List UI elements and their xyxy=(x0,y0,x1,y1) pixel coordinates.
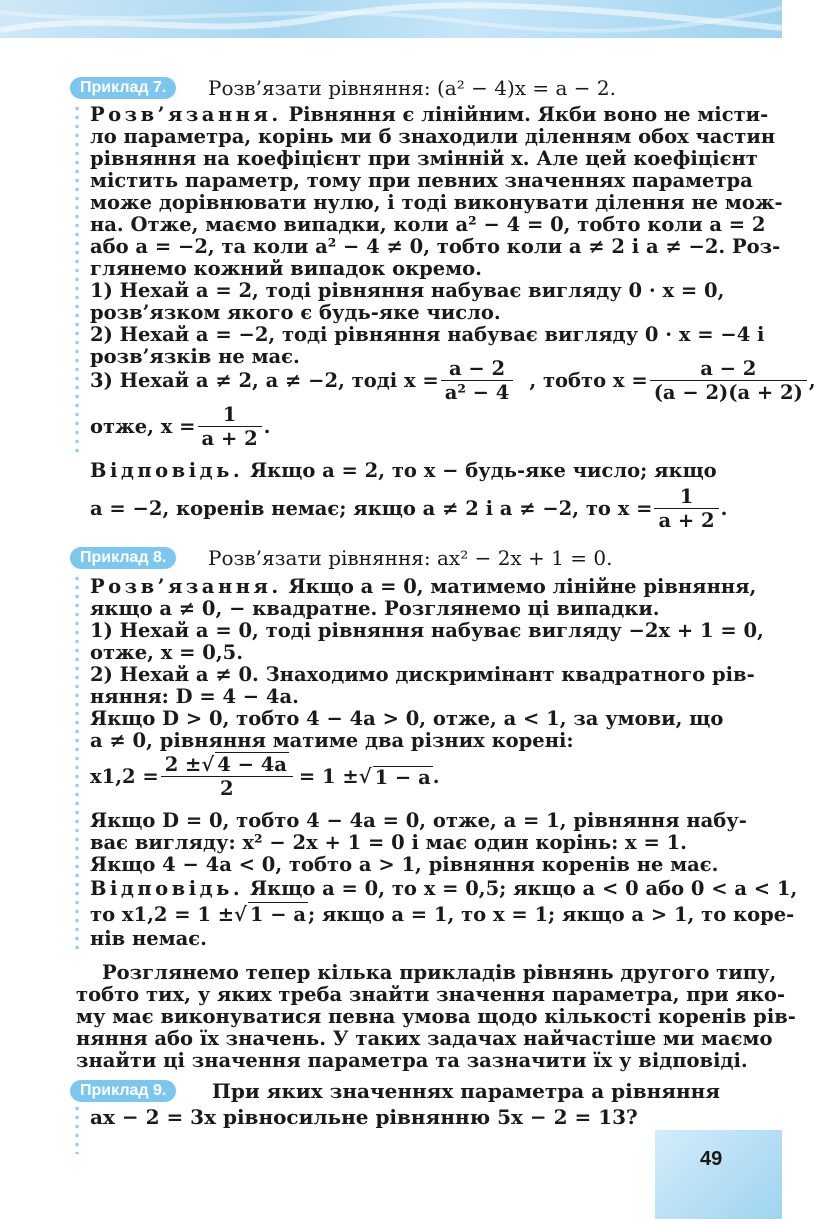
ex7-frac2-numerator: a − 2 xyxy=(700,356,757,380)
ex7-case3-formula xyxy=(90,356,816,406)
ex8-answer-line-1 xyxy=(90,877,798,900)
ex7-case3-middle: , тобто x = xyxy=(529,369,648,392)
paragraph-line-3: му має виконуватися певна умова щодо кількості коренів рів- xyxy=(76,1005,796,1028)
ex8-roots-lhs: x1,2 = xyxy=(90,765,159,788)
ex8-line-10: ває вигляду: x² − 2x + 1 = 0 і має один корінь: x = 1. xyxy=(90,831,687,854)
ex7-answer-text-2: a = −2, коренів немає; якщо a ≠ 2 і a ≠ −2, то x = xyxy=(90,497,653,520)
ex7-solution-line-3: рівняння на коефіцієнт при змінній x. Але цей коефіцієнт xyxy=(90,147,758,170)
example7-badge: Приклад 7. xyxy=(70,77,176,99)
paragraph-line-2: тобто тих, у яких треба знайти значення параметра, при яко- xyxy=(76,983,786,1006)
ex8-roots-denominator: 2 xyxy=(161,776,293,801)
answer-label: Відповідь. xyxy=(90,877,244,900)
ex7-case1-line-2: розв’язком якого є будь-яке число. xyxy=(90,301,501,324)
sqrt-sign: √ xyxy=(358,765,372,788)
ex8-answer-text: Якщо a = 0, то x = 0,5; якщо a < 0 або 0 < a < 1, xyxy=(249,877,798,900)
ex7-solution-line-2: ло параметра, корінь ми б знаходили діленням обох частин xyxy=(90,125,776,148)
ex8-answer-radicand: 1 − a xyxy=(249,903,306,926)
ex7-answer-fraction xyxy=(654,486,718,533)
ex8-line-3: 1) Нехай a = 0, тоді рівняння набуває вигляду −2x + 1 = 0, xyxy=(90,619,764,642)
ex7-solution-line-4: містить параметр, тому при певних значеннях параметра xyxy=(90,169,753,192)
ex8-line-5: 2) Нехай a ≠ 0. Знаходимо дискримінант квадратного рів- xyxy=(90,663,755,686)
ex7-frac1-denominator: a² − 4 xyxy=(441,380,514,405)
ex8-answer-post: ; якщо a = 1, то x = 1; якщо a > 1, то коре- xyxy=(308,903,795,926)
ex7-answer-numerator: 1 xyxy=(679,484,694,508)
ex8-line-11: Якщо 4 − 4a < 0, тобто a > 1, рівняння коренів не має. xyxy=(90,853,719,876)
sqrt-sign: √ xyxy=(201,752,215,776)
ex8-answer-pre: то x1,2 = 1 ± xyxy=(90,903,235,926)
answer-label: Відповідь. xyxy=(90,459,244,482)
ex8-roots-num-pre: 2 ± xyxy=(164,752,202,776)
example8-task: Розв’язати рівняння: ax² − 2x + 1 = 0. xyxy=(208,546,613,570)
ex9-line-1: При яких значеннях параметра a рівняння xyxy=(212,1079,721,1103)
ex7-answer-line-1 xyxy=(90,459,717,482)
dotted-margin-ex9 xyxy=(74,1104,80,1154)
ex7-case3-end: , xyxy=(808,369,816,392)
ex8-answer-line-2 xyxy=(90,903,795,926)
ex7-answer-denominator: a + 2 xyxy=(654,508,718,533)
example8-badge: Приклад 8. xyxy=(70,547,176,569)
paragraph-line-5: знайти ці значення параметра та зазначити їх у відповіді. xyxy=(76,1049,748,1072)
ex7-answer-period: . xyxy=(720,497,728,520)
ex7-result-numerator: 1 xyxy=(222,402,237,426)
ex7-solution-line-7: або a = −2, та коли a² − 4 ≠ 0, тобто коли a ≠ 2 і a ≠ −2. Роз- xyxy=(90,235,781,258)
ex8-line-2: якщо a ≠ 0, − квадратне. Розглянемо ці випадки. xyxy=(90,597,660,620)
ex7-solution-line-8: глянемо кожний випадок окремо. xyxy=(90,257,482,280)
dotted-margin-ex8 xyxy=(74,574,80,954)
ex8-roots-end: . xyxy=(432,765,440,788)
ex8-line-9: Якщо D = 0, тобто 4 − 4a = 0, отже, a = 1, рівняння набу- xyxy=(90,809,747,832)
ex7-frac1-numerator: a − 2 xyxy=(448,356,506,380)
ex7-frac2-denominator: (a − 2)(a + 2) xyxy=(650,380,807,405)
example9-badge: Приклад 9. xyxy=(70,1080,176,1102)
header-pattern xyxy=(0,0,782,38)
ex7-answer-text: Якщо a = 2, то x − будь-яке число; якщо xyxy=(249,459,717,482)
ex7-answer-line-2 xyxy=(90,484,728,534)
ex7-case2-line-2: розв’язків не має. xyxy=(90,345,300,368)
ex8-line-6: няння: D = 4 − 4a. xyxy=(90,685,299,708)
ex7-case3-intro: 3) Нехай a ≠ 2, a ≠ −2, тоді x = xyxy=(90,369,439,392)
ex8-answer-line-3: нів немає. xyxy=(90,927,207,950)
ex8-line-8: a ≠ 0, рівняння матиме два різних корені: xyxy=(90,729,574,752)
ex8-roots-formula xyxy=(90,748,714,806)
solution-label: Розв’язання. xyxy=(90,103,282,126)
ex7-result-formula xyxy=(90,402,714,452)
ex8-line-4: отже, x = 0,5. xyxy=(90,641,244,664)
ex7-result-period: . xyxy=(263,415,271,438)
solution-label: Розв’язання. xyxy=(90,575,282,598)
dotted-margin-ex7 xyxy=(74,104,80,456)
ex7-fraction-2 xyxy=(650,358,807,405)
ex8-roots-fraction xyxy=(161,754,293,801)
ex8-line-7: Якщо D > 0, тобто 4 − 4a > 0, отже, a < 1, за умови, що xyxy=(90,707,724,730)
footer-corner-decoration xyxy=(655,1130,782,1219)
ex8-roots-rhs-pre: = 1 ± xyxy=(298,765,359,788)
ex7-case1-line-1: 1) Нехай a = 2, тоді рівняння набуває вигляду 0 · x = 0, xyxy=(90,279,725,302)
ex8-roots-rhs-radicand: 1 − a xyxy=(374,765,431,789)
ex8-solution-line-1 xyxy=(90,575,757,598)
ex7-text: Рівняння є лінійним. Якби воно не місти- xyxy=(288,103,769,126)
ex7-otzhe: отже, x = xyxy=(90,415,196,438)
ex7-solution-line-6: на. Отже, маємо випадки, коли a² − 4 = 0, тобто коли a = 2 xyxy=(90,213,766,236)
paragraph-line-4: няння або їх значень. У таких задачах найчастіше ми маємо xyxy=(76,1027,773,1050)
ex7-result-fraction xyxy=(198,404,262,451)
ex7-result-denominator: a + 2 xyxy=(198,426,262,451)
ex7-fraction-1 xyxy=(441,358,514,405)
page-number: 49 xyxy=(700,1148,723,1170)
ex9-line-2: ax − 2 = 3x рівносильне рівнянню 5x − 2 = 13? xyxy=(90,1105,638,1129)
header-decoration xyxy=(0,0,782,38)
ex7-case2-line-1: 2) Нехай a = −2, тоді рівняння набуває вигляду 0 · x = −4 і xyxy=(90,323,765,346)
ex8-roots-numerator xyxy=(161,754,293,776)
ex8-text: Якщо a = 0, матимемо лінійне рівняння, xyxy=(288,575,757,598)
paragraph-line-1: Розглянемо тепер кілька прикладів рівнянь другого типу, xyxy=(102,961,777,984)
ex7-solution-line-1 xyxy=(90,103,769,126)
ex8-roots-radicand: 4 − 4a xyxy=(217,752,287,776)
example7-task: Розв’язати рівняння: (a² − 4)x = a − 2. xyxy=(208,76,616,100)
ex7-solution-line-5: може дорівнювати нулю, і тоді виконувати ділення не мож- xyxy=(90,191,783,214)
sqrt-sign: √ xyxy=(234,903,247,926)
